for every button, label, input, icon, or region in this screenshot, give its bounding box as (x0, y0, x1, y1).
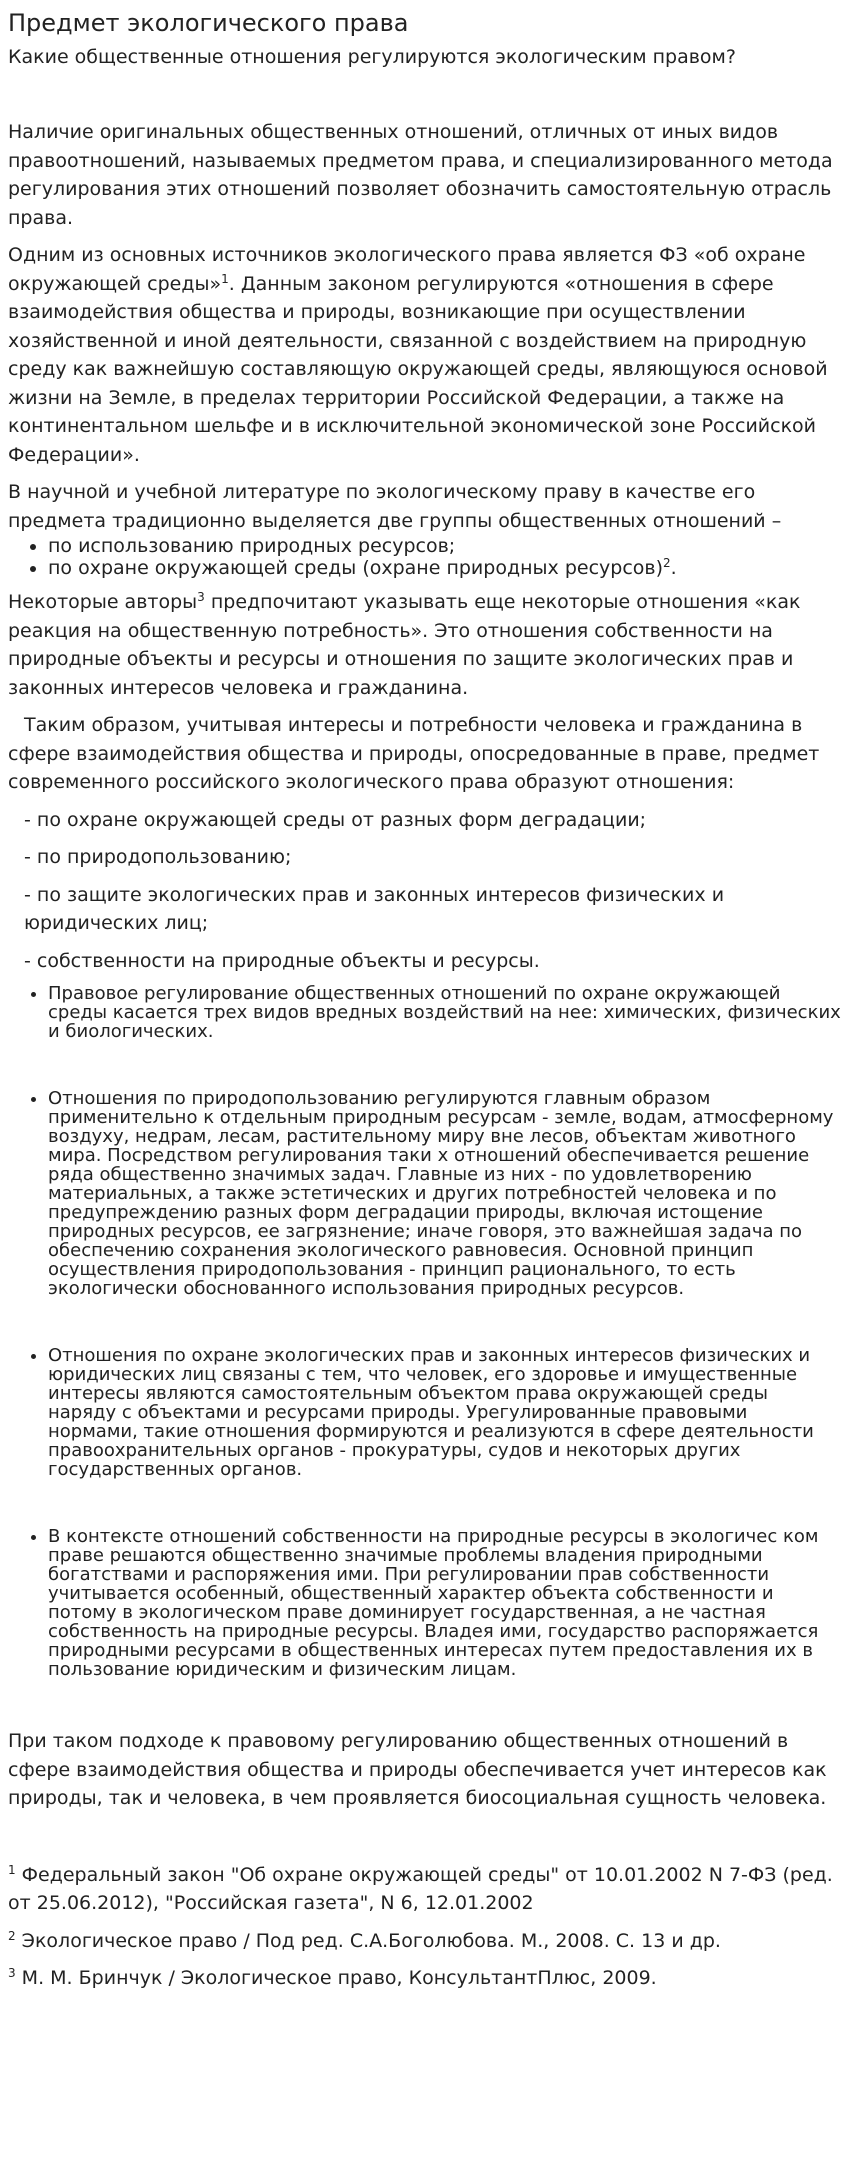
paragraph-text: предпочитают указывать еще некоторые отношения «как реакция на общественную потребность». Это отношения собственности на природные объекты и ресурсы и отношения по защите экологических прав и законных интересов человека и гражданина. (8, 591, 801, 699)
bullet-rights-protection (8, 1346, 841, 1479)
paragraph-literature: В научной и учебной литературе по экологическому праву в качестве его предмета традиционно выделяется две группы общественных отношений – (8, 481, 782, 532)
footnote-text: Федеральный закон "Об охране окружающей среды" от 10.01.2002 N 7-ФЗ (ред. от 25.06.2012), "Российская газета", N 6, 12.01.2002 (8, 1863, 833, 1914)
paragraph-conclusion: При таком подходе к правовому регулированию общественных отношений в сфере взаимодействия общества и природы обеспечивается учет интересов как природы, так и человека, в чем проявляется биосоциальная сущность человека. (8, 1730, 827, 1809)
page-title: Предмет экологического права (8, 9, 409, 37)
dash-item: - по природопользованию; (24, 846, 292, 868)
footnote-number: 3 (8, 1966, 16, 1980)
paragraph-summary: Таким образом, учитывая интересы и потребности человека и гражданина в сфере взаимодействия общества и природы, опосредованные в праве, предмет современного российского экологического права образуют отношения: (8, 714, 820, 793)
footnote-2 (8, 1927, 841, 1956)
paragraph-text: Некоторые авторы (8, 591, 198, 613)
list-item: • Отношения по охране экологических прав и законных интересов физических и юридических лиц связаны с тем, что человек, его здоровье и имущественные интересы являются самостоятельным объектом права окружающей среды наряду с объектами и ресурсами природы. Урегулированные правовыми нормами, такие отношения формируются и реализуются в сфере деятельности правоохранительных органов - прокуратуры, судов и некоторых других государственных органов. (48, 1346, 841, 1479)
paragraph-text: Одним из основных источников экологического права является ФЗ «об охране окружающей среды» (8, 244, 806, 295)
list-item: • Правовое регулирование общественных отношений по охране окружающей среды касается трех видов вредных воздействий на нее: химических, физических и биологических. (48, 984, 841, 1041)
list-item (48, 535, 841, 557)
footnote-text: М. М. Бринчук / Экологическое право, КонсультантПлюс, 2009. (15, 1967, 657, 1989)
footnote-ref-2[interactable]: 2 (663, 556, 671, 570)
footnote-1 (8, 1861, 841, 1918)
footnote-number: 2 (8, 1928, 16, 1943)
list-item (48, 557, 841, 579)
dash-item: - собственности на природные объекты и ресурсы. (24, 949, 540, 972)
footnote-number: 1 (8, 1862, 16, 1877)
list-item-text: . (670, 557, 677, 579)
dash-item: - по охране окружающей среды от разных форм деградации; (24, 808, 647, 831)
footnote-ref-3[interactable]: 3 (197, 590, 205, 604)
bullet-environment (8, 984, 841, 1041)
paragraph-text: . Данным законом регулируются «отношения в сфере взаимодействия общества и природы, возникающие при осуществлении хозяйственной и иной деятельности, связанной с воздействием на природную среду как важнейшую составляющую окружающей среды, являющуюся основой жизни на Земле, в пределах территории Российской Федерации, а также на континентальном шельфе и в исключительной экономической зоне Российской Федерации». (8, 272, 828, 466)
list-item-text: по охране окружающей среды (охране природных ресурсов) (48, 557, 663, 579)
groups-list (8, 535, 841, 579)
paragraph-law-source (8, 241, 841, 469)
list-item-text: по использованию природных ресурсов; (48, 535, 456, 557)
paragraph-authors (8, 588, 841, 702)
bullet-nature-use (8, 1089, 841, 1298)
list-item: • Отношения по природопользованию регулируются главным образом применительно к отдельным природным ресурсам - земле, водам, атмосферному воздуху, недрам, лесам, растительному миру вне лесов, объектам животного мира. Посредством регулирования таки х отношений обеспечивается решение ряда общественно значимых задач. Главные из них - по удовлетворению материальных, а также эстетических и других потребностей человека и по предупреждению разных форм деградации природы, включая истощение природных ресурсов, ее загрязнение; иначе говоря, это важнейшая задача по обеспечению сохранения экологического равновесия. Основной принцип осуществления природопользования - принцип рационального, то есть экологически обоснованного использования природных ресурсов. (48, 1089, 841, 1298)
footnote-3 (8, 1964, 841, 1993)
bullet-ownership (8, 1527, 841, 1679)
dash-item: - по защите экологических прав и законных интересов физических и юридических лиц; (24, 883, 725, 934)
question-subtitle: Какие общественные отношения регулируются экологическим правом? (8, 46, 736, 68)
list-item: • В контексте отношений собственности на природные ресурсы в экологичес ком праве решаются общественно значимые проблемы владения природными богатствами и распоряжения ими. При регулировании прав собственности учитывается особенный, общественный характер объекта собственности и потому в экологическом праве доминирует государственная, а не частная собственность на природные ресурсы. Владея ими, государство распоряжается природными ресурсами в общественных интересах путем предоставления их в пользование юридическим и физическим лицам. (48, 1527, 841, 1679)
footnote-text: Экологическое право / Под ред. С.А.Боголюбова. М., 2008. С. 13 и др. (15, 1929, 721, 1952)
paragraph-intro: Наличие оригинальных общественных отношений, отличных от иных видов правоотношений, называемых предметом права, и специализированного метода регулирования этих отношений позволяет обозначить самостоятельную отрасль права. (8, 121, 833, 229)
footnote-ref-1[interactable]: 1 (221, 271, 229, 286)
